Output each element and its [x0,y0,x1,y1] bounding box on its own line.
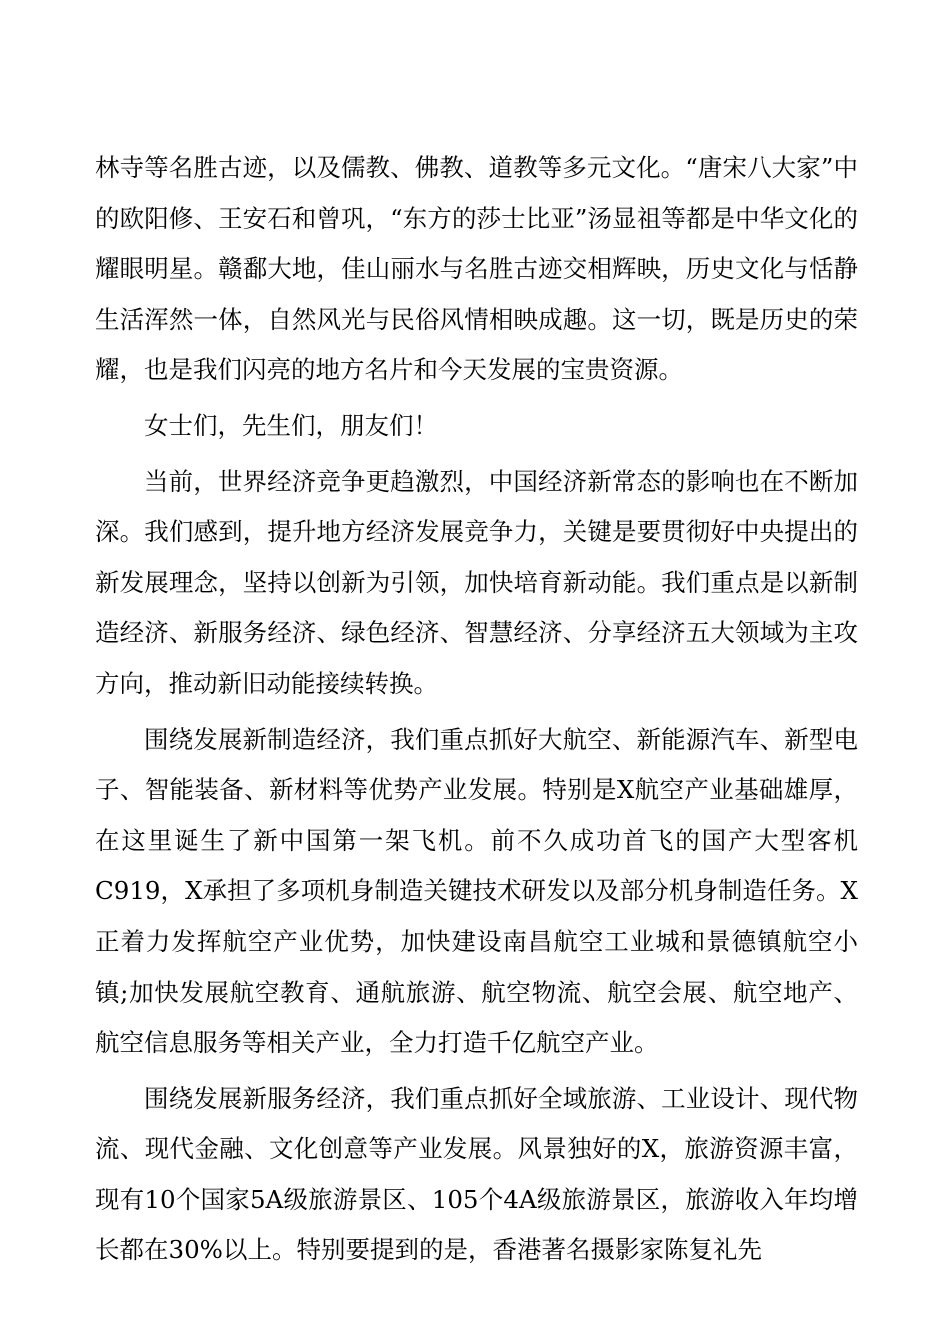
document-page [95,143,858,1281]
paragraph: 围绕发展新服务经济，我们重点抓好全域旅游、工业设计、现代物流、现代金融、文化创意等产业发展。风景独好的X，旅游资源丰富，现有10个国家5A级旅游景区、105个4A级旅游景区，旅游收入年均增长都在30%以上。特别要提到的是，香港著名摄影家陈复礼先 [95,1083,858,1265]
paragraph: 围绕发展新制造经济，我们重点抓好大航空、新能源汽车、新型电子、智能装备、新材料等优势产业发展。特别是X航空产业基础雄厚，在这里诞生了新中国第一架飞机。前不久成功首飞的国产大型客机C919，X承担了多项机身制造关键技术研发以及部分机身制造任务。X正着力发挥航空产业优势，加快建设南昌航空工业城和景德镇航空小镇;加快发展航空教育、通航旅游、航空物流、航空会展、航空地产、航空信息服务等相关产业，全力打造千亿航空产业。 [95,724,858,1058]
paragraph: 林寺等名胜古迹，以及儒教、佛教、道教等多元文化。“唐宋八大家”中的欧阳修、王安石和曾巩，“东方的莎士比亚”汤显祖等都是中华文化的耀眼明星。赣鄱大地，佳山丽水与名胜古迹交相辉映，历史文化与恬静生活浑然一体，自然风光与民俗风情相映成趣。这一切，既是历史的荣耀，也是我们闪亮的地方名片和今天发展的宝贵资源。 [95,153,858,385]
paragraph-greeting: 女士们，先生们，朋友们！ [144,410,438,440]
paragraph: 当前，世界经济竞争更趋激烈，中国经济新常态的影响也在不断加深。我们感到，提升地方经济发展竞争力，关键是要贯彻好中央提出的新发展理念，坚持以创新为引领，加快培育新动能。我们重点是以新制造经济、新服务经济、绿色经济、智慧经济、分享经济五大领域为主攻方向，推动新旧动能接续转换。 [95,466,858,698]
